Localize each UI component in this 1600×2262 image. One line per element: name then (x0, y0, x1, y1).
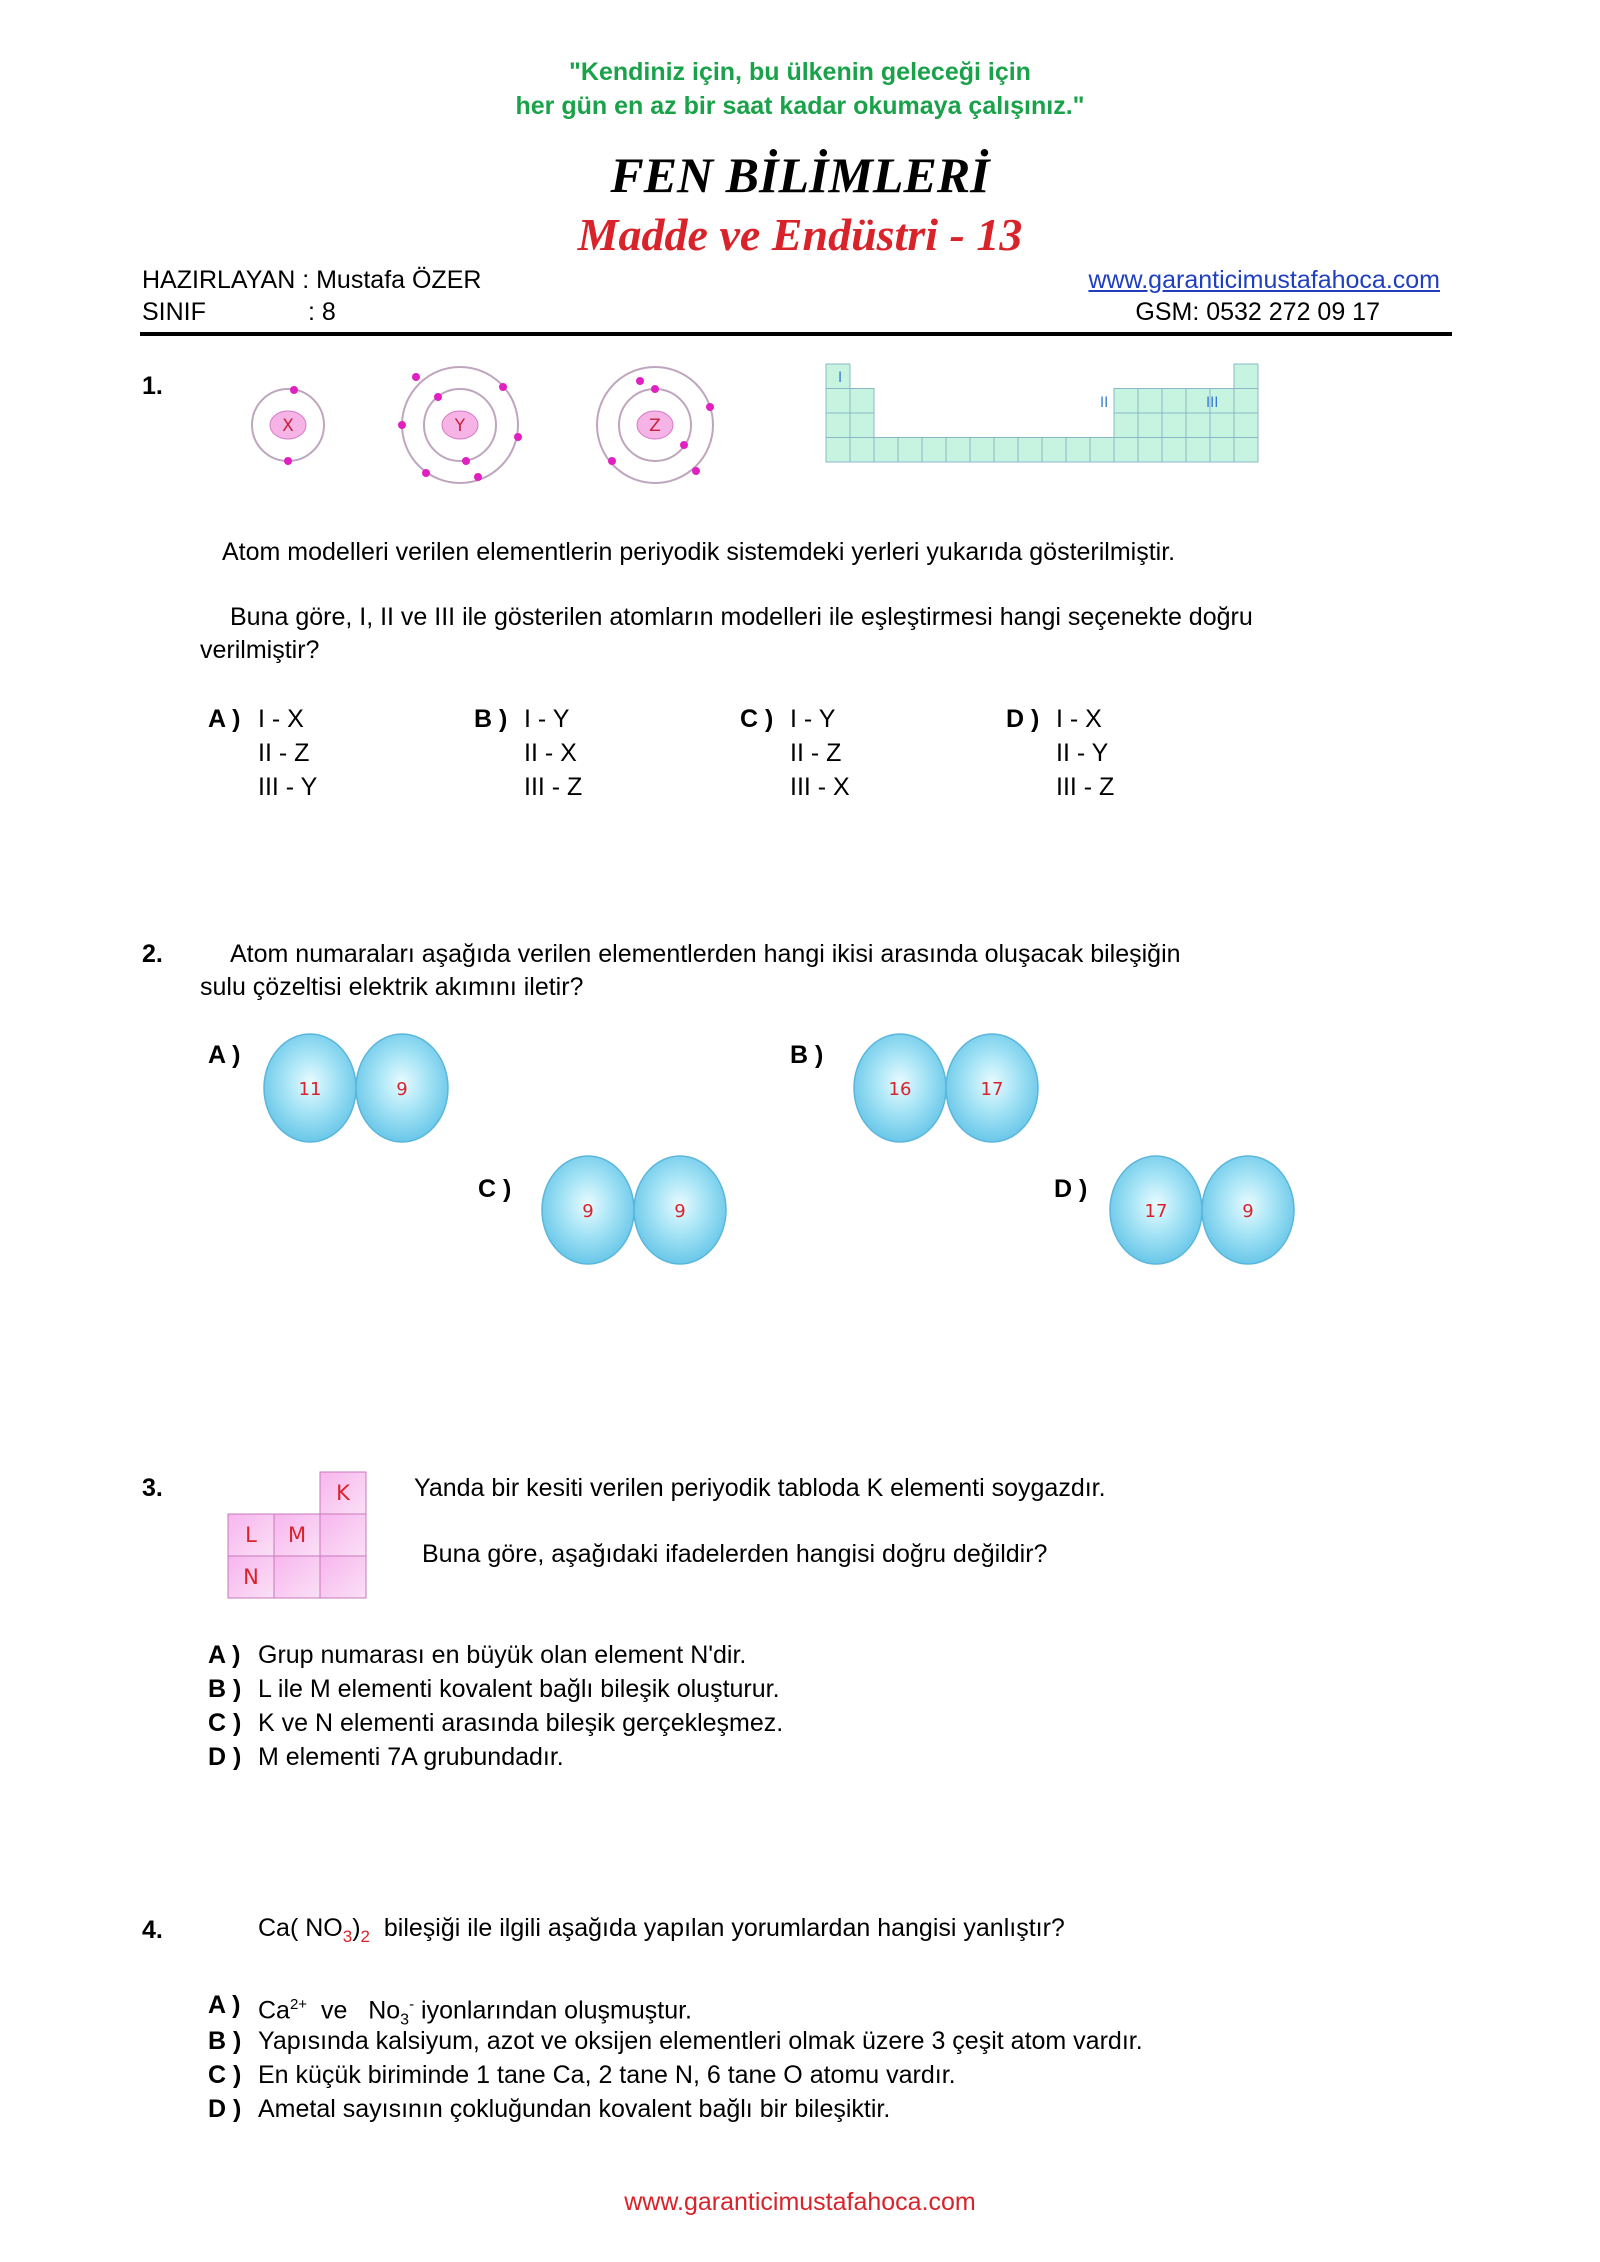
q1-option-a-letter: A ) (208, 705, 241, 733)
q4-option-a-text: $Ca^{2+}$ ve $No_3^-$ iyonlarından oluşmuştur. (258, 1996, 693, 2029)
table-cell (1114, 389, 1138, 414)
q1-option-a-l2: II - Z (258, 739, 310, 767)
table-cell (946, 438, 970, 463)
q2-option-c-letter: C ) (478, 1175, 512, 1203)
q1-option-c-l1: I - Y (790, 705, 836, 733)
table-cell (850, 413, 874, 438)
table-label-ii: II (1100, 395, 1109, 411)
table-cell (1042, 438, 1066, 463)
class-label: SINIF (142, 298, 206, 326)
q3-option-a-text: Grup numarası en büyük olan element N'dir. (258, 1641, 747, 1669)
table-cell (1186, 413, 1210, 438)
q1-option-b-l2: II - X (524, 739, 577, 767)
q4-stem-post: bileşiği ile ilgili aşağıda yapılan yorumlardan hangisi yanlıştır? (370, 1914, 1065, 1942)
table-cell (994, 438, 1018, 463)
q1-option-c-l2: II - Z (790, 739, 842, 767)
q4-option-d-text: Ametal sayısının çokluğundan kovalent bağlı bir bileşiktir. (258, 2095, 891, 2123)
footer-website[interactable]: www.garanticimustafahoca.com (624, 2188, 976, 2216)
table-cell (1234, 389, 1258, 414)
q4-option-c[interactable] (208, 2058, 956, 2092)
table-cell (1234, 438, 1258, 463)
cell-l: L (245, 1523, 257, 1547)
q2-option-a-atoms (262, 1032, 452, 1144)
table-cell (1138, 438, 1162, 463)
table-cell (898, 438, 922, 463)
q2-option-c-atoms (540, 1154, 730, 1266)
q3-option-d-letter: D ) (208, 1743, 242, 1771)
table-cell (1234, 364, 1258, 389)
q3-option-d[interactable] (208, 1740, 564, 1774)
q3-option-d-text: M elementi 7A grubundadır. (258, 1743, 564, 1771)
table-cell (826, 438, 850, 463)
q2-option-a-letter: A ) (208, 1041, 241, 1069)
table-cell (826, 389, 850, 414)
website-link[interactable]: www.garanticimustafahoca.com (1088, 266, 1440, 294)
q4-option-a-letter: A ) (208, 1991, 241, 2019)
q1-option-d-l1: I - X (1056, 705, 1102, 733)
q1-option-d[interactable] (1006, 702, 1115, 801)
q1-number: 1. (142, 372, 163, 400)
atom-label-y: Y (454, 416, 466, 436)
q3-option-c[interactable] (208, 1706, 784, 1740)
q1-text-1: Atom modelleri verilen elementlerin periyodik sistemdeki yerleri yukarıda gösterilmiştir. (222, 538, 1176, 566)
q4-option-d-letter: D ) (208, 2095, 242, 2123)
atom-label-z: Z (649, 416, 661, 436)
q3-option-b-letter: B ) (208, 1675, 242, 1703)
q4-option-b[interactable] (208, 2024, 1143, 2058)
table-cell (970, 438, 994, 463)
q1-option-d-l3: III - Z (1056, 773, 1115, 801)
table-cell (1018, 438, 1042, 463)
gsm-number: GSM: 0532 272 09 17 (1135, 298, 1380, 326)
q4-stem-sub2: 2 (360, 1927, 370, 1946)
table-cell (1066, 438, 1090, 463)
q1-option-d-letter: D ) (1006, 705, 1040, 733)
atom-label-x: X (282, 416, 294, 436)
q2-option-b[interactable] (790, 1038, 823, 1072)
q2-option-b-letter: B ) (790, 1041, 824, 1069)
q2-text-1: Atom numaraları aşağıda verilen elementlerden hangi ikisi arasında oluşacak bileşiğin (230, 940, 1181, 968)
table-cell (850, 438, 874, 463)
q1-text-2a: Buna göre, I, II ve III ile gösterilen atomların modelleri ile eşleştirmesi hangi seçenekte doğru (230, 603, 1253, 631)
table-cell (1138, 389, 1162, 414)
q2-option-d-atoms (1108, 1154, 1298, 1266)
q1-option-c-letter: C ) (740, 705, 774, 733)
q1-option-a-l3: III - Y (258, 773, 318, 801)
periodic-table-outline (824, 362, 1260, 468)
atom-model-y (398, 367, 522, 483)
q4-option-d[interactable] (208, 2092, 891, 2126)
q3-number: 3. (142, 1474, 163, 1502)
table-cell (874, 438, 898, 463)
header-divider (140, 332, 1452, 336)
q2-b-atom-2: 17 (980, 1079, 1004, 1100)
table-cell (1234, 413, 1258, 438)
q3-option-a[interactable] (208, 1638, 747, 1672)
q2-a-atom-2: 9 (396, 1079, 408, 1100)
q4-stem-pre: Ca( NO (258, 1914, 343, 1942)
q3-option-c-text: K ve N elementi arasında bileşik gerçekleşmez. (258, 1709, 784, 1737)
q1-option-b-l1: I - Y (524, 705, 570, 733)
table-cell (1210, 438, 1234, 463)
q3-option-b[interactable] (208, 1672, 780, 1706)
table-cell (1162, 413, 1186, 438)
q2-d-atom-2: 9 (1242, 1201, 1254, 1222)
atom-model-x (252, 386, 324, 465)
atom-model-z (597, 367, 714, 483)
q4-stem (258, 1914, 1065, 1947)
q1-option-a[interactable] (208, 702, 318, 801)
q1-option-b-letter: B ) (474, 705, 508, 733)
q4-option-a[interactable] (208, 1988, 693, 2029)
motto-line-2: her gün en az bir saat kadar okumaya çalışınız." (515, 92, 1085, 120)
table-cell (1090, 438, 1114, 463)
q3-option-b-text: L ile M elementi kovalent bağlı bileşik oluşturur. (258, 1675, 780, 1703)
q4-option-c-letter: C ) (208, 2061, 242, 2089)
cell-n: N (243, 1565, 259, 1589)
table-cell (1162, 438, 1186, 463)
q3-text-2: Buna göre, aşağıdaki ifadelerden hangisi doğru değildir? (422, 1540, 1048, 1568)
q2-text-2: sulu çözeltisi elektrik akımını iletir? (200, 973, 584, 1001)
q2-d-atom-1: 17 (1144, 1201, 1168, 1222)
q4-option-c-text: En küçük biriminde 1 tane Ca, 2 tane N, 6 tane O atomu vardır. (258, 2061, 956, 2089)
table-label-iii: III (1206, 395, 1219, 411)
table-cell (1210, 413, 1234, 438)
q4-stem-sub1: 3 (342, 1927, 353, 1946)
q3-option-a-letter: A ) (208, 1641, 241, 1669)
q4-option-b-text: Yapısında kalsiyum, azot ve oksijen elementleri olmak üzere 3 çeşit atom vardır. (258, 2027, 1143, 2055)
q1-text-2b: verilmiştir? (200, 636, 320, 664)
q1-option-c[interactable] (740, 702, 850, 801)
table-cell (1114, 438, 1138, 463)
q3-table-section (226, 1470, 370, 1602)
q1-option-a-l1: I - X (258, 705, 304, 733)
table-cell (922, 438, 946, 463)
q1-option-b-l3: III - Z (524, 773, 583, 801)
cell-m: M (287, 1523, 307, 1547)
q2-option-a[interactable] (208, 1038, 240, 1072)
class-value: : 8 (308, 298, 336, 326)
cell-k: K (336, 1481, 350, 1505)
q1-option-b[interactable] (474, 702, 583, 801)
q2-a-atom-1: 11 (298, 1079, 322, 1100)
q3-text-1: Yanda bir kesiti verilen periyodik tabloda K elementi soygazdır. (414, 1474, 1106, 1502)
motto-line-1: "Kendiniz için, bu ülkenin geleceği için (569, 58, 1031, 86)
q2-number: 2. (142, 940, 163, 968)
page-title: FEN BİLİMLERİ (610, 147, 990, 203)
q2-option-b-atoms (852, 1032, 1042, 1144)
q1-option-d-l2: II - Y (1056, 739, 1109, 767)
table-cell (1114, 413, 1138, 438)
table-cell (1138, 413, 1162, 438)
q2-option-d-letter: D ) (1054, 1175, 1088, 1203)
table-cell (826, 413, 850, 438)
prepared-by: HAZIRLAYAN : Mustafa ÖZER (142, 266, 482, 294)
q2-b-atom-1: 16 (888, 1079, 912, 1100)
table-cell (850, 389, 874, 414)
q2-c-atom-2: 9 (674, 1201, 686, 1222)
table-cell (1162, 389, 1186, 414)
q4-stem-mid: ) (352, 1914, 361, 1942)
q3-option-c-letter: C ) (208, 1709, 242, 1737)
q2-option-d[interactable] (1054, 1172, 1087, 1206)
q4-number: 4. (142, 1916, 163, 1944)
table-cell (1186, 438, 1210, 463)
q2-c-atom-1: 9 (582, 1201, 594, 1222)
q4-option-b-letter: B ) (208, 2027, 242, 2055)
page-subtitle: Madde ve Endüstri - 13 (577, 209, 1023, 260)
table-label-i: I (838, 370, 843, 386)
q1-option-c-l3: III - X (790, 773, 850, 801)
q2-option-c[interactable] (478, 1172, 511, 1206)
atom-models (240, 365, 760, 495)
